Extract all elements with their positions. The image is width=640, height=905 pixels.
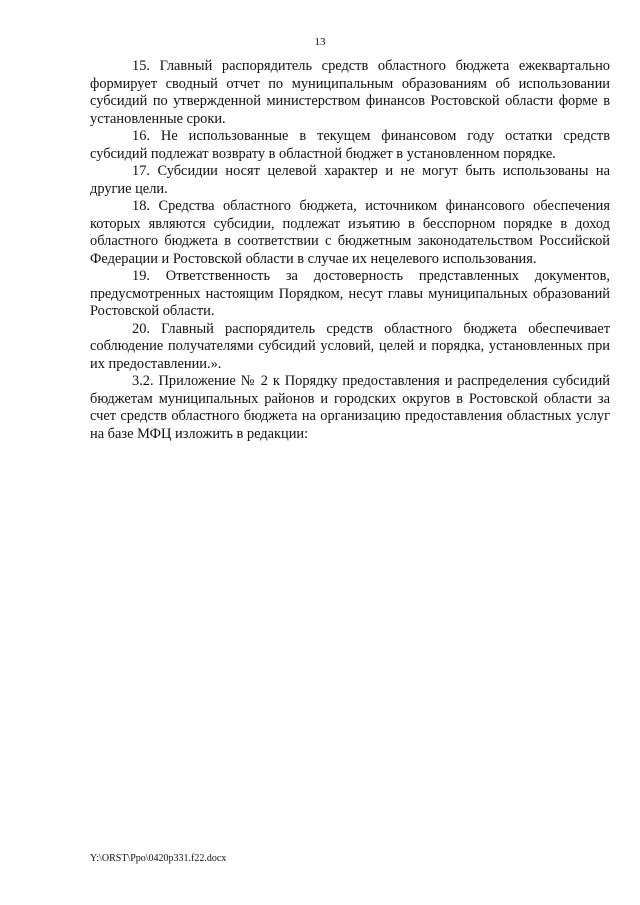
paragraph-16: 16. Не использованные в текущем финансовом году остатки средств субсидий подлежат возврату в областной бюджет в установленном порядке. xyxy=(90,128,610,162)
document-body xyxy=(90,58,610,443)
paragraph-3-2: 3.2. Приложение № 2 к Порядку предоставления и распределения субсидий бюджетам муниципальных районов и городских округов в Ростовской области за счет средств областного бюджета на организацию предоставления областных услуг на базе МФЦ изложить в редакции: xyxy=(90,373,610,442)
paragraph-19: 19. Ответственность за достоверность представленных документов, предусмотренных настоящим Порядком, несут главы муниципальных образований Ростовской области. xyxy=(90,268,610,319)
paragraph-17: 17. Субсидии носят целевой характер и не могут быть использованы на другие цели. xyxy=(90,163,610,197)
footer-file-path: Y:\ORST\Ppo\0420p331.f22.docx xyxy=(90,853,227,864)
paragraph-18: 18. Средства областного бюджета, источником финансового обеспечения которых являются субсидии, подлежат изъятию в бесспорном порядке в доход областного бюджета в соответствии с бюджетным законодательством Российской Федерации и Ростовской области в случае их нецелевого использования. xyxy=(90,198,610,267)
paragraph-15: 15. Главный распорядитель средств областного бюджета ежеквартально формирует сводный отчет по муниципальным образованиям об использовании субсидий по утвержденной министерством финансов Ростовской области форме в установленные сроки. xyxy=(90,58,610,127)
paragraph-20: 20. Главный распорядитель средств областного бюджета обеспечивает соблюдение получателями субсидий условий, целей и порядка, установленных при их предоставлении.». xyxy=(90,320,610,372)
page-number: 13 xyxy=(314,36,326,48)
